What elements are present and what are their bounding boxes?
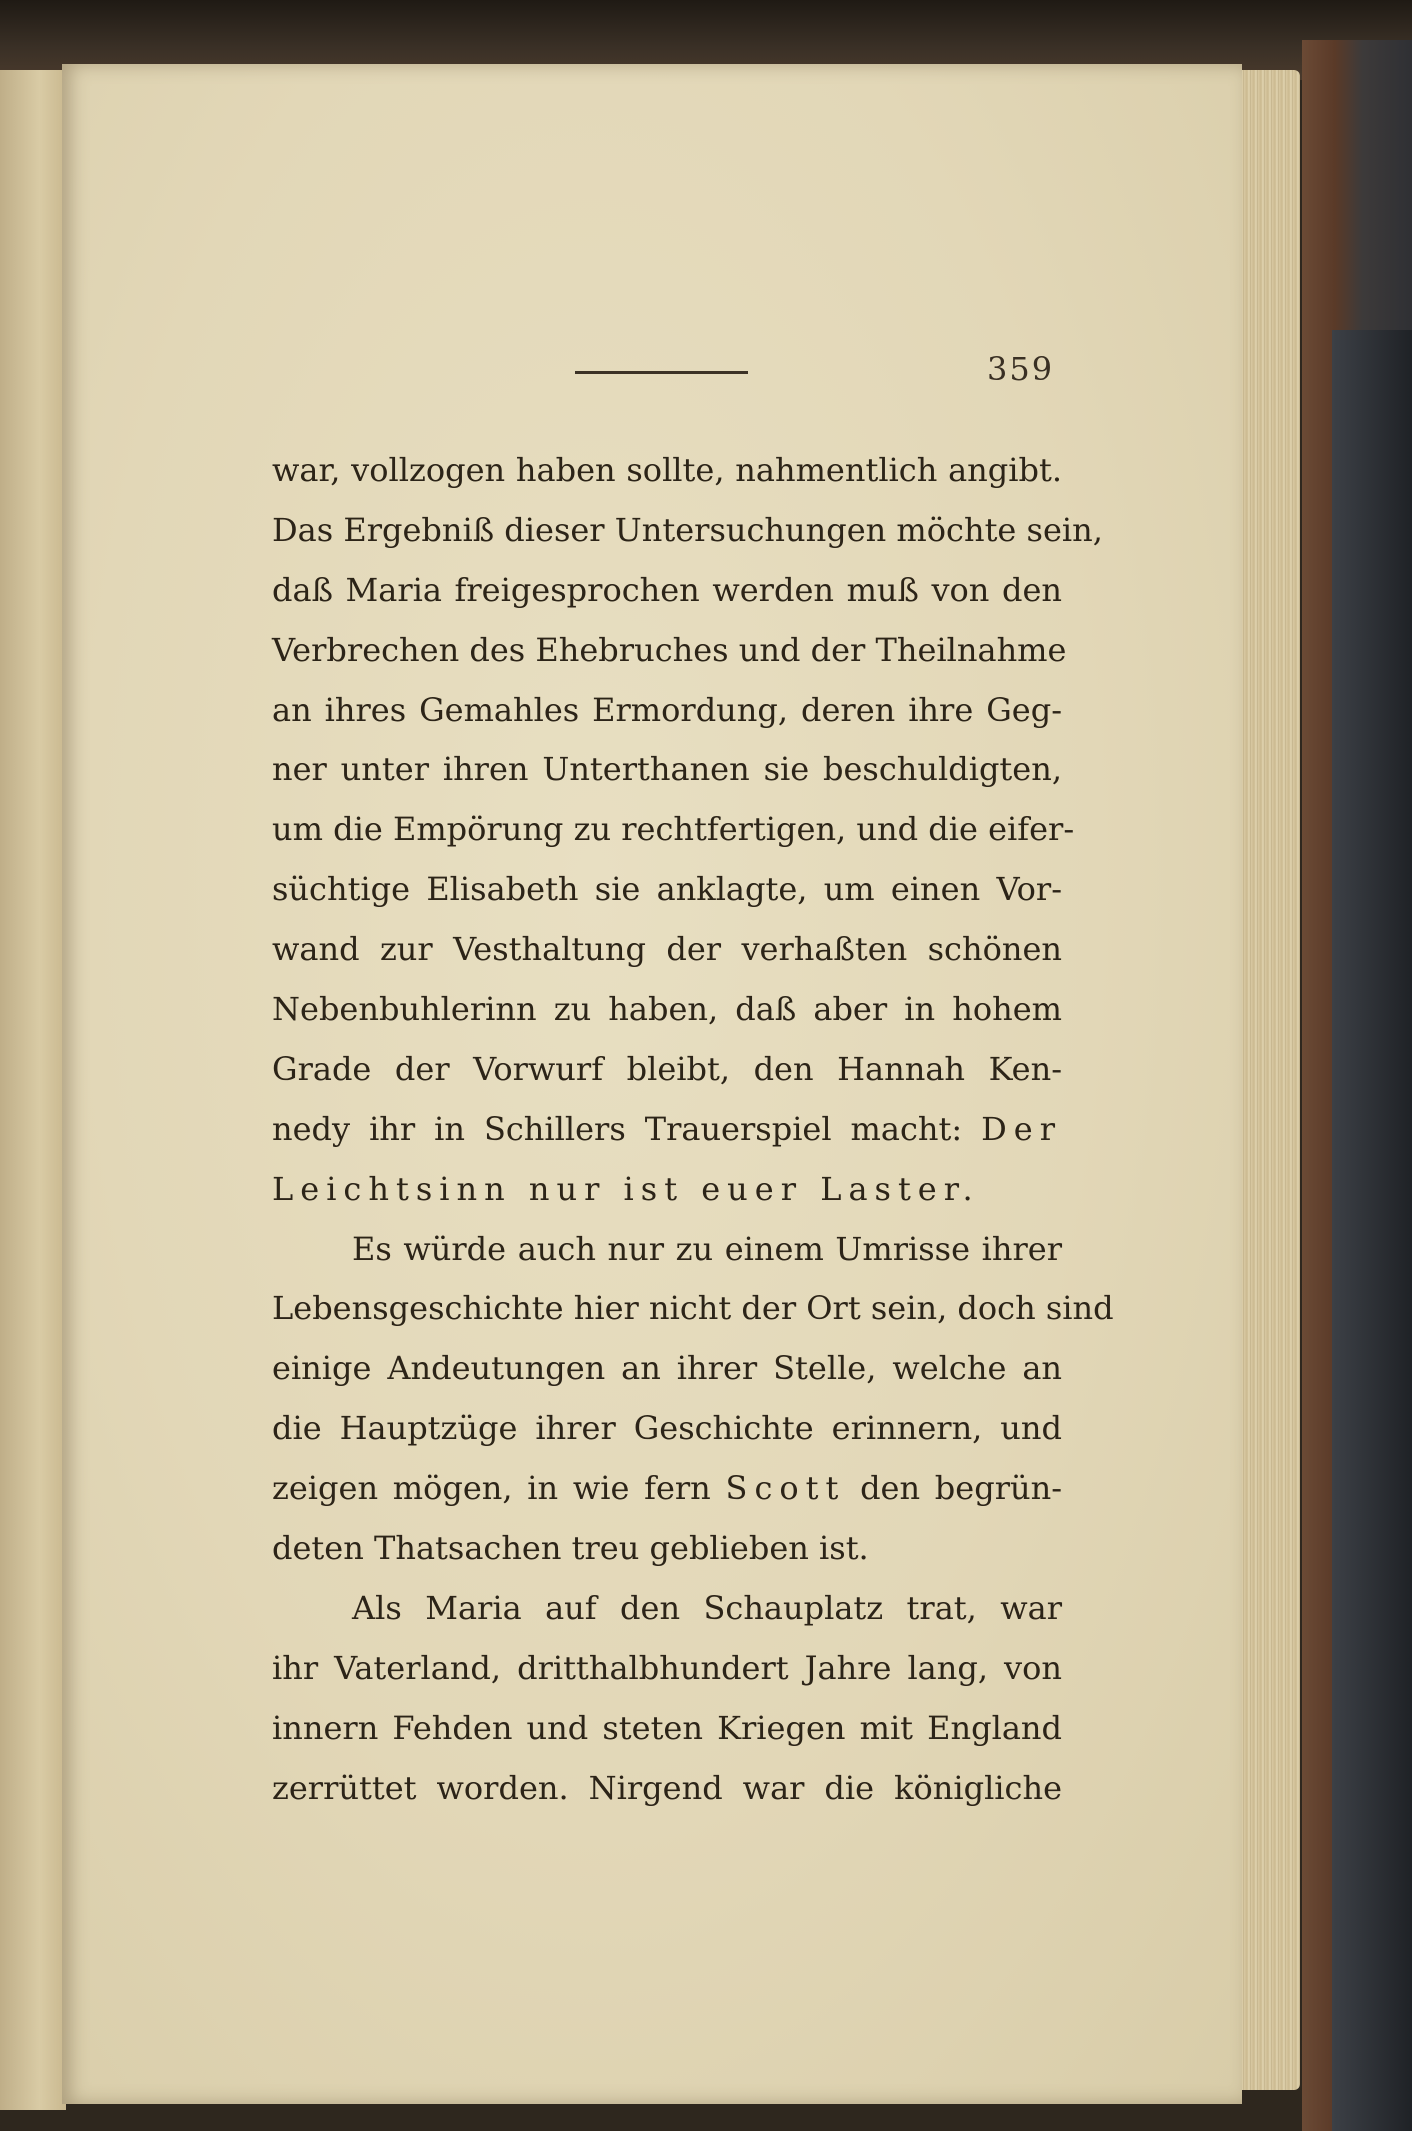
paragraph-end-line: deten Thatsachen treu geblieben ist.	[272, 1529, 869, 1568]
book-cover-spine-cloth	[1332, 330, 1412, 2131]
text-line: einige Andeutungen an ihrer Stelle, welche an	[272, 1349, 1062, 1388]
text-line: ner unter ihren Unterthanen sie beschuldigten,	[272, 750, 1062, 789]
text-segment: den begrün-	[860, 1469, 1063, 1508]
quote-emphasis: Der	[981, 1109, 1063, 1148]
text-line	[272, 1100, 1062, 1160]
text-line: ihr Vaterland, dritthalbhundert Jahre lang, von	[272, 1648, 1062, 1687]
text-line: innern Fehden und steten Kriegen mit England	[272, 1708, 1062, 1747]
book-page	[62, 64, 1242, 2104]
text-line: Lebensgeschichte hier nicht der Ort sein, doch sind	[272, 1289, 1114, 1328]
previous-page-edge	[0, 70, 66, 2110]
paragraph-start-line: Es würde auch nur zu einem Umrisse ihrer	[352, 1229, 1062, 1268]
header-rule	[575, 371, 748, 374]
text-line	[272, 1459, 1062, 1519]
text-line: Nebenbuhlerinn zu haben, daß aber in hohem	[272, 990, 1062, 1029]
text-segment: zeigen mögen, in wie fern	[272, 1469, 711, 1508]
text-line: süchtige Elisabeth sie anklagte, um einen Vor-	[272, 870, 1062, 909]
body-text	[272, 441, 1114, 1818]
text-line: Grade der Vorwurf bleibt, den Hannah Ken-	[272, 1049, 1062, 1088]
text-line: war, vollzogen haben sollte, nahmentlich angibt.	[272, 451, 1062, 489]
text-line: zerrüttet worden. Nirgend war die königliche	[272, 1768, 1062, 1807]
author-name-emphasis: Scott	[725, 1469, 846, 1508]
text-line: daß Maria freigesprochen werden muß von den	[272, 570, 1062, 609]
text-line: die Hauptzüge ihrer Geschichte erinnern, und	[272, 1409, 1062, 1448]
paragraph-start-line: Als Maria auf den Schauplatz trat, war	[352, 1588, 1062, 1627]
text-line: um die Empörung zu rechtfertigen, und die eifer-	[272, 810, 1075, 849]
page-number: 359	[987, 350, 1055, 388]
text-line: wand zur Vesthaltung der verhaßten schönen	[272, 930, 1062, 969]
text-segment: nedy ihr in Schillers Trauerspiel macht:	[272, 1109, 963, 1148]
text-line: Verbrechen des Ehebruches und der Theilnahme	[272, 630, 1067, 669]
text-line: an ihres Gemahles Ermordung, deren ihre Geg-	[272, 690, 1062, 729]
text-line: Das Ergebniß dieser Untersuchungen möchte sein,	[272, 510, 1103, 549]
quote-line: Leichtsinn nur ist euer Laster.	[272, 1169, 980, 1208]
